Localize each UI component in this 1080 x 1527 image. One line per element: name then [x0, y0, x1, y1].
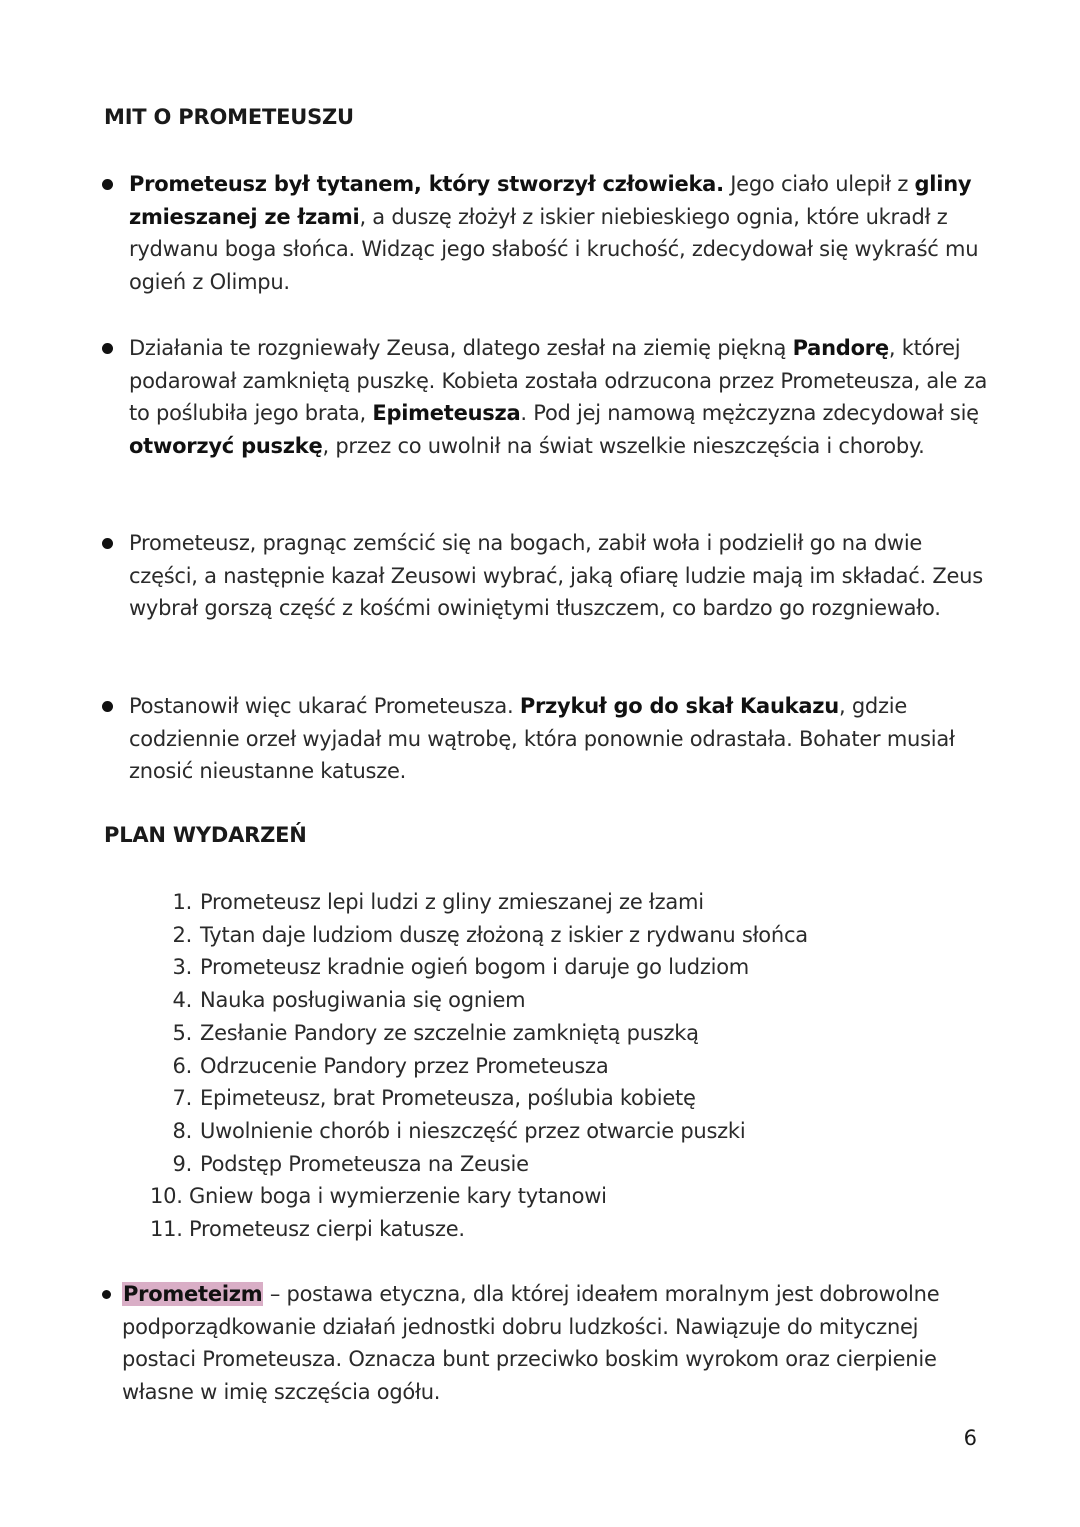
list-number: 4.	[172, 988, 192, 1013]
list-number: 8.	[172, 1118, 192, 1143]
bold-text: Pandorę	[792, 336, 889, 360]
paragraph-text: Jego ciało ulepił z	[723, 172, 915, 196]
paragraph-text: , a duszę złożył z iskier niebieskiego ognia, które ukradł z rydwanu boga słońca. Widząc jego słabość i kruchość, zdecydował się wykraść mu ogień z Olimpu.	[129, 204, 979, 294]
list-number: 1.	[172, 890, 192, 914]
highlighted-term: Prometeizm	[123, 1282, 263, 1306]
list-item-text: Zesłanie Pandory ze szczelnie zamkniętą puszką	[200, 1020, 699, 1045]
list-number: 7.	[172, 1086, 192, 1111]
bullet-paragraph-2	[129, 332, 989, 462]
list-item-text: Odrzucenie Pandory przez Prometeusza	[200, 1053, 609, 1078]
events-plan-list	[150, 886, 950, 1246]
list-number: 6.	[172, 1053, 192, 1078]
definition-prometeizm	[122, 1278, 982, 1408]
list-item	[150, 1148, 950, 1181]
list-number: 9.	[172, 1151, 192, 1176]
list-item-text: Prometeusz kradnie ogień bogom i daruje go ludziom	[200, 955, 750, 980]
bold-text: otworzyć puszkę	[129, 433, 323, 458]
list-item-text: Prometeusz cierpi katusze.	[189, 1217, 465, 1242]
list-number: 11.	[150, 1217, 183, 1242]
list-item	[150, 1017, 950, 1050]
bullet-paragraph-4	[129, 690, 989, 788]
list-item	[150, 1082, 950, 1115]
list-number: 2.	[172, 922, 192, 947]
list-item	[150, 919, 950, 952]
list-item-text: Epimeteusz, brat Prometeusza, poślubia kobietę	[200, 1086, 696, 1111]
paragraph-text: , gdzie codziennie orzeł wyjadał mu wątrobę, która ponownie odrastała. Bohater musiał znosić nieustanne katusze.	[129, 694, 955, 783]
list-item-text: Nauka posługiwania się ogniem	[200, 988, 526, 1013]
list-item-text: Tytan daje ludziom duszę złożoną z iskier z rydwanu słońca	[200, 922, 808, 947]
list-item	[150, 951, 950, 984]
list-item-text: Podstęp Prometeusza na Zeusie	[200, 1151, 529, 1176]
section-title-myth: MIT O PROMETEUSZU	[104, 105, 354, 129]
list-item-text: Gniew boga i wymierzenie kary tytanowi	[189, 1184, 607, 1209]
bullet-paragraph-1	[129, 168, 989, 298]
list-item-text: Uwolnienie chorób i nieszczęść przez otwarcie puszki	[200, 1118, 746, 1143]
bold-text: Epimeteusza	[372, 401, 521, 425]
definition-text: – postawa etyczna, dla której ideałem moralnym jest dobrowolne podporządkowanie działań jednostki dobru ludzkości. Nawiązuje do mitycznej postaci Prometeusza. Oznacza bunt przeciwko boskim wyrokom oraz cierpienie własne w imię szczęścia ogółu.	[122, 1282, 940, 1404]
paragraph-text: Prometeusz, pragnąc zemścić się na bogach, zabił woła i podzielił go na dwie części, a następnie kazał Zeusowi wybrać, jaką ofiarę ludzie mają im składać. Zeus wybrał gorszą część z kośćmi owiniętymi tłuszczem, co bardzo go rozgniewało.	[129, 531, 983, 620]
bold-text: gliny zmieszanej ze łzami	[129, 172, 972, 229]
list-item	[150, 1213, 950, 1246]
paragraph-text: , której podarował zamkniętą puszkę. Kobieta została odrzucona przez Prometeusza, ale za to poślubiła jego brata,	[129, 336, 988, 425]
list-number: 3.	[172, 955, 192, 980]
list-number: 10.	[150, 1184, 183, 1209]
paragraph-text: Postanowił więc ukarać Prometeusza.	[129, 694, 520, 718]
page-number: 6	[963, 1426, 977, 1450]
list-item	[150, 886, 950, 919]
bold-text: Prometeusz był tytanem, który stworzył człowieka.	[129, 172, 724, 196]
paragraph-text: . Pod jej namową mężczyzna zdecydował się	[520, 401, 979, 425]
list-item	[150, 1050, 950, 1083]
list-item	[150, 1180, 950, 1213]
paragraph-text: Działania te rozgniewały Zeusa, dlatego zesłał na ziemię piękną	[129, 336, 793, 360]
bullet-paragraph-3	[129, 527, 989, 625]
section-title-plan: PLAN WYDARZEŃ	[104, 823, 307, 847]
list-item-text: Prometeusz lepi ludzi z gliny zmieszanej ze łzami	[200, 890, 704, 914]
bold-text: Przykuł go do skał Kaukazu	[519, 694, 839, 718]
paragraph-text: , przez co uwolnił na świat wszelkie nieszczęścia i choroby.	[322, 433, 925, 458]
list-item	[150, 984, 950, 1017]
list-number: 5.	[172, 1020, 192, 1045]
list-item	[150, 1115, 950, 1148]
